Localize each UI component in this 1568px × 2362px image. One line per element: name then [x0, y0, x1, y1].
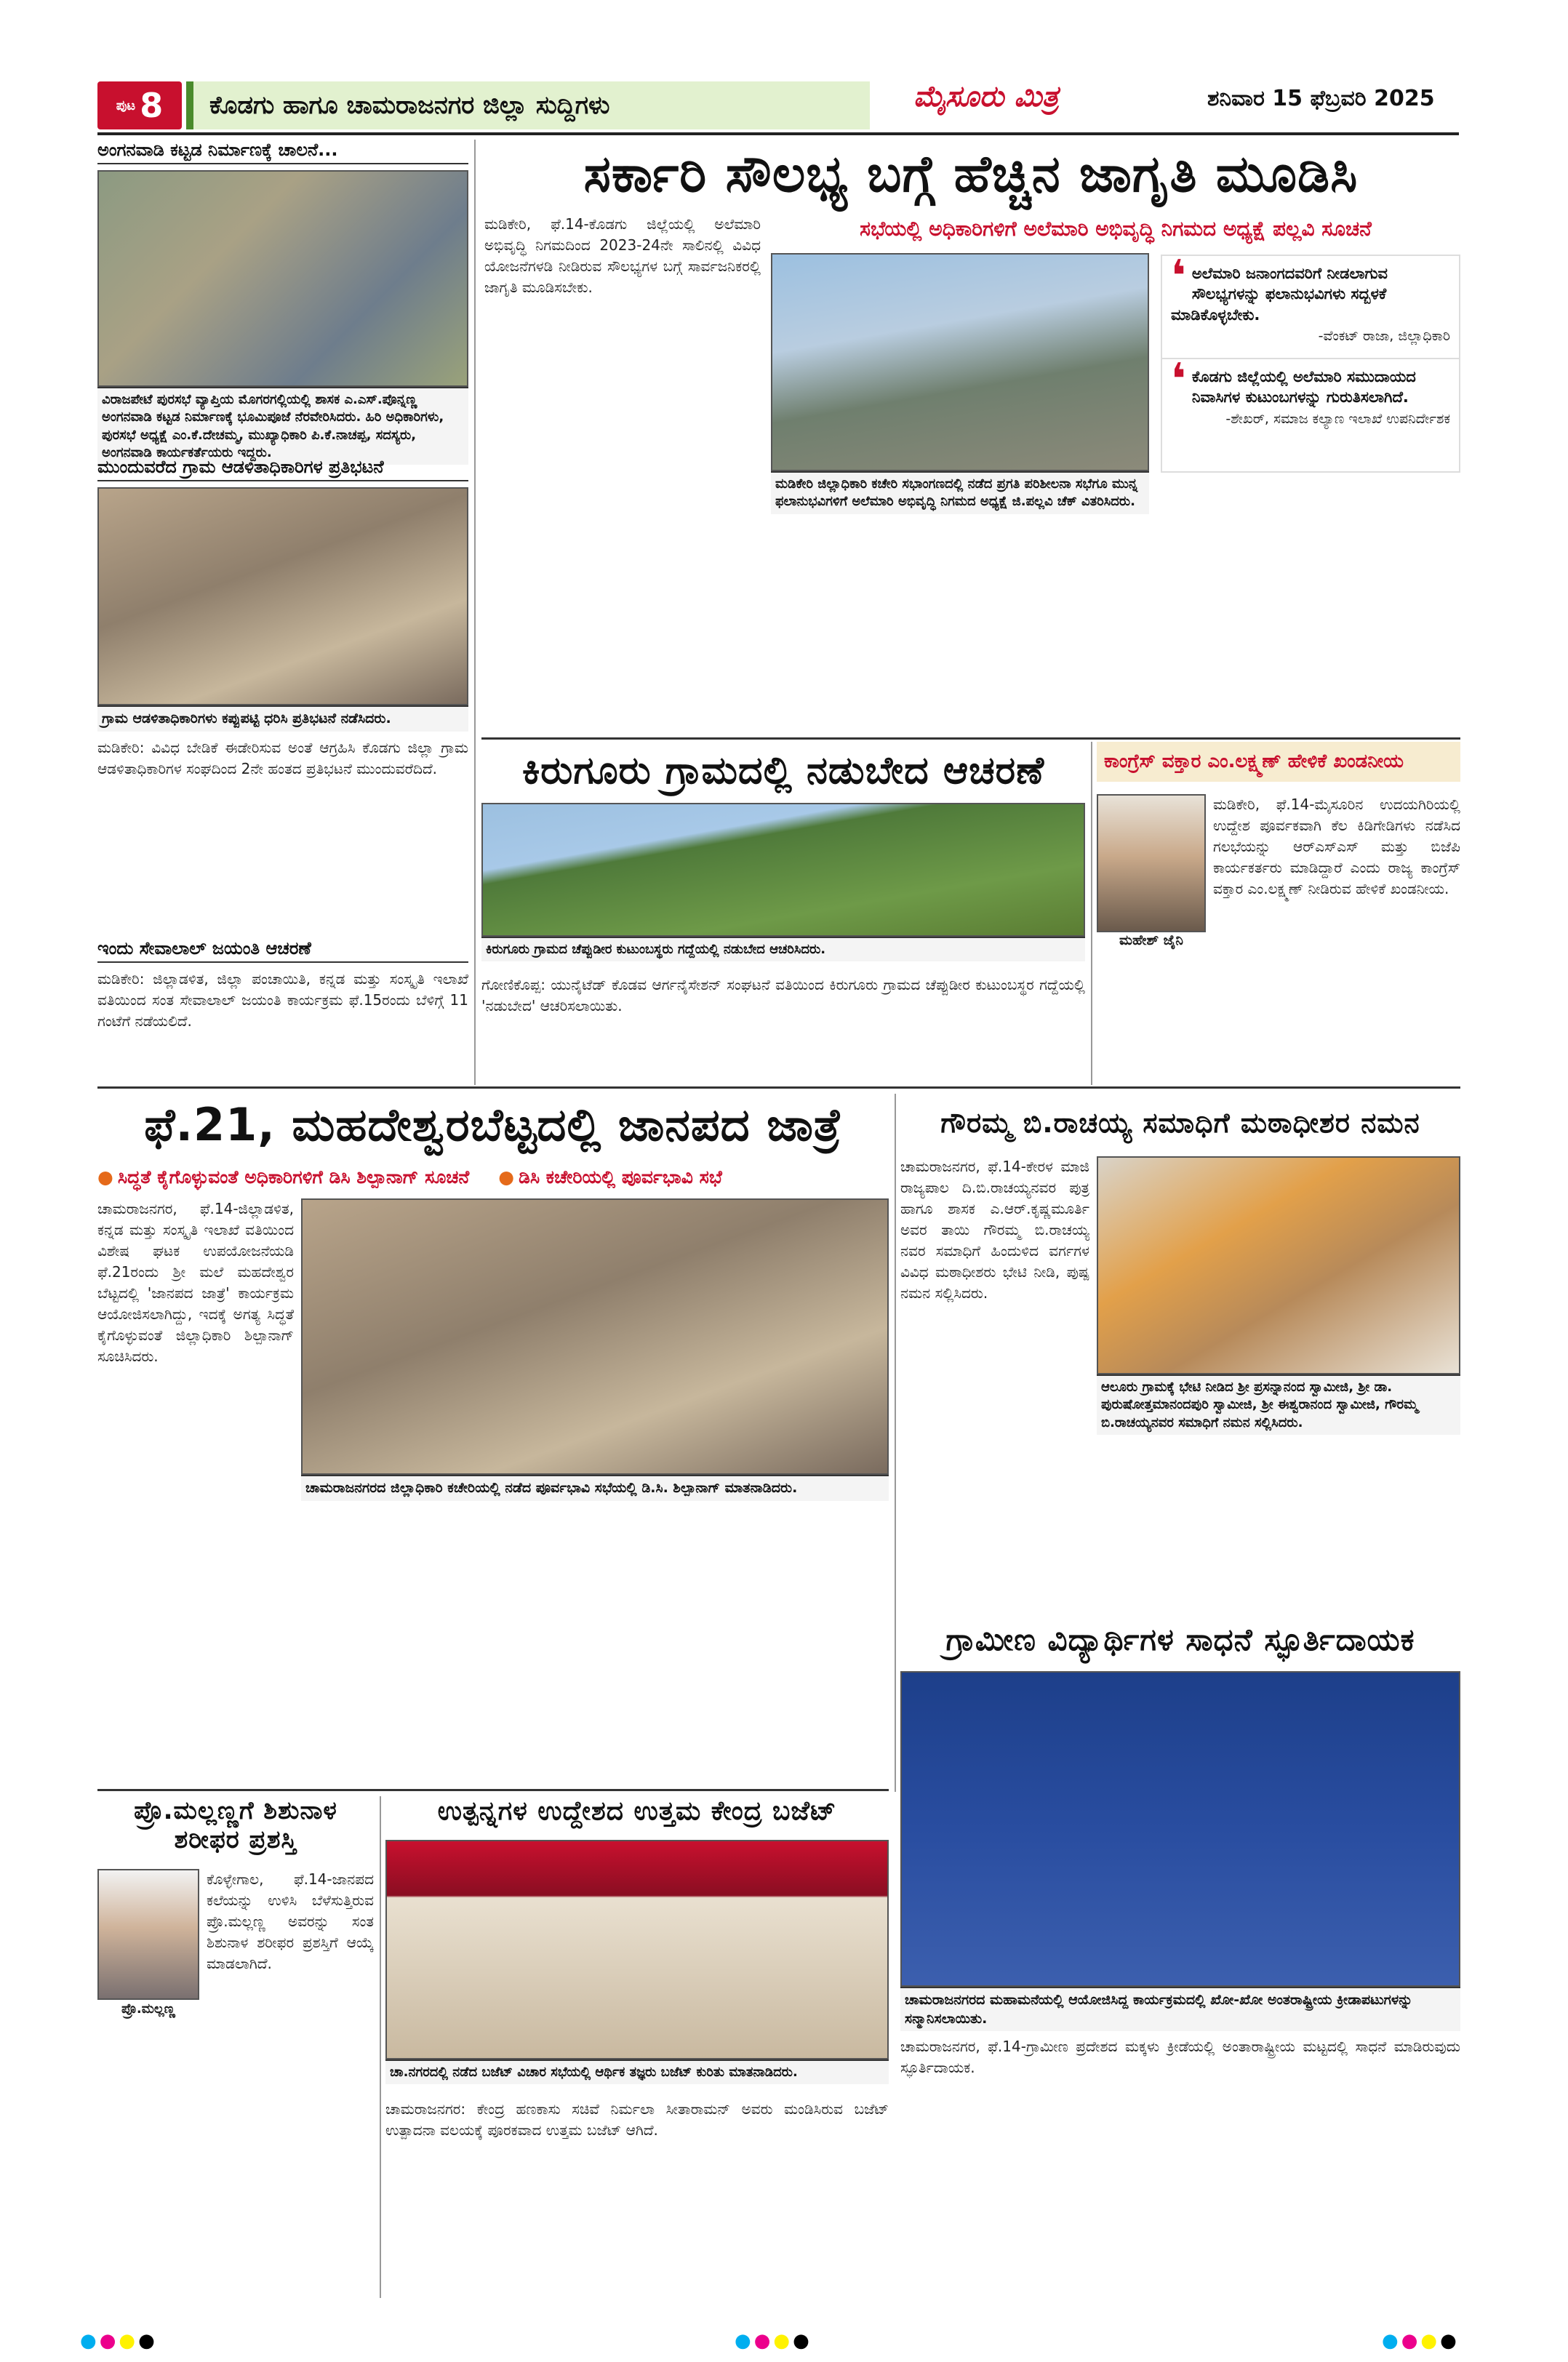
story-kicker: ಮುಂದುವರೆದ ಗ್ರಾಮ ಆಡಳಿತಾಧಿಕಾರಿಗಳ ಪ್ರತಿಭಟನೆ: [97, 457, 468, 481]
quote-text: ಕೊಡಗು ಜಿಲ್ಲೆಯಲ್ಲಿ ಅಲೆಮಾರಿ ಸಮುದಾಯದ ನಿವಾಸಿಗಳ ಕುಟುಂಬಗಳನ್ನು ಗುರುತಿಸಲಾಗಿದೆ.: [1191, 368, 1416, 407]
photo-caption: ಗ್ರಾಮ ಆಡಳಿತಾಧಿಕಾರಿಗಳು ಕಪ್ಪುಪಟ್ಟಿ ಧರಿಸಿ ಪ್ರತಿಭಟನೆ ನಡೆಸಿದರು.: [97, 705, 468, 732]
story-samadhi-headline-box: [900, 1094, 1460, 1152]
quote-icon: ❛: [1171, 251, 1186, 302]
news-photo: [771, 253, 1149, 471]
column-divider: [1091, 742, 1092, 1085]
news-photo: [97, 487, 468, 705]
portrait-name: ಪ್ರೊ.ಮಲ್ಲಣ್ಣ: [121, 2001, 175, 2017]
column-divider: [474, 140, 476, 1085]
story-anganwadi: [97, 140, 468, 465]
portrait-photo: [97, 1869, 199, 2000]
headline: ಗ್ರಾಮೀಣ ವಿದ್ಯಾರ್ಥಿಗಳ ಸಾಧನೆ ಸ್ಫೂರ್ತಿದಾಯಕ: [945, 1622, 1415, 1657]
story-govt-headline-box: [481, 134, 1460, 214]
story-body: ಮಡಿಕೇರಿ, ಫೆ.14-ಕೊಡಗು ಜಿಲ್ಲೆಯಲ್ಲಿ ಅಲೆಮಾರಿ ಅಭಿವೃದ್ಧಿ ನಿಗಮದಿಂದ 2023-24ನೇ ಸಾಲಿನಲ್ಲಿ ವಿವಿಧ ಯೋಜನೆಗಳಡಿ ನೀಡಿರುವ ಸೌಲಭ್ಯಗಳ ಬಗ್ಗೆ ಸಾರ್ವಜನಿಕರಲ್ಲಿ ಜಾಗೃತಿ ಮೂಡಿಸಬೇಕು.: [484, 215, 761, 296]
story-kicker: ಅಂಗನವಾಡಿ ಕಟ್ಟಡ ನಿರ್ಮಾಣಕ್ಕೆ ಚಾಲನೆ...: [97, 140, 468, 164]
column-divider: [895, 1094, 896, 1792]
story-award-headline: [97, 1796, 374, 1854]
story-jatre-headline-box: [97, 1094, 889, 1156]
section-divider: [481, 737, 1460, 740]
subheadline: [771, 217, 1460, 241]
story-body: ಕೊಳ್ಳೇಗಾಲ, ಫೆ.14-ಜಾನಪದ ಕಲೆಯನ್ನು ಉಳಿಸಿ ಬೆಳೆಸುತ್ತಿರುವ ಪ್ರೊ.ಮಲ್ಲಣ್ಣ ಅವರನ್ನು ಸಂತ ಶಿಶುನಾಳ ಶರೀಫರ ಪ್ರಶಸ್ತಿಗೆ ಆಯ್ಕೆ ಮಾಡಲಾಗಿದೆ.: [207, 1870, 374, 1972]
headline: ಗೌರಮ್ಮ ಬಿ.ರಾಚಯ್ಯ ಸಮಾಧಿಗೆ ಮಠಾಧೀಶರ ನಮನ: [940, 1106, 1420, 1139]
quote-attribution: -ವೆಂಕಟ್ ರಾಜಾ, ಜಿಲ್ಲಾಧಿಕಾರಿ: [1318, 328, 1450, 345]
story-body: ಚಾಮರಾಜನಗರ, ಫೆ.14-ಗ್ರಾಮೀಣ ಪ್ರದೇಶದ ಮಕ್ಕಳು ಕ್ರೀಡೆಯಲ್ಲಿ ಅಂತಾರಾಷ್ಟ್ರೀಯ ಮಟ್ಟದಲ್ಲಿ ಸಾಧನೆ ಮಾಡಿರುವುದು ಸ್ಫೂರ್ತಿದಾಯಕ.: [900, 2038, 1460, 2076]
news-photo: [97, 170, 468, 387]
photo-caption: ಚಾ.ನಗರದಲ್ಲಿ ನಡೆದ ಬಜೆಟ್ ವಿಚಾರ ಸಭೆಯಲ್ಲಿ ಆರ್ಥಿಕ ತಜ್ಞರು ಬಜೆಟ್ ಕುರಿತು ಮಾತನಾಡಿದರು.: [385, 2059, 889, 2084]
section-divider: [97, 1789, 889, 1791]
story-kicker: ಇಂದು ಸೇವಾಲಾಲ್ ಜಯಂತಿ ಆಚರಣೆ: [97, 938, 468, 963]
page-number-badge: [97, 81, 182, 129]
portrait-name: ಮಹೇಶ್ ಜೈನಿ: [1119, 932, 1183, 948]
issue-date: ಶನಿವಾರ 15 ಫೆಬ್ರವರಿ 2025: [1207, 86, 1435, 111]
print-registration-marks: ●●●●: [735, 2330, 812, 2352]
story-budget-headline-box: [385, 1796, 889, 1827]
headline: ಕಿರುಗೂರು ಗ್ರಾಮದಲ್ಲಿ ನಡುಬೇದ ಆಚರಣೆ: [521, 748, 1045, 793]
story-body: ಗೋಣಿಕೊಪ್ಪ: ಯುನೈಟೆಡ್ ಕೊಡವ ಆರ್ಗನೈಸೇಶನ್ ಸಂಘಟನೆ ವತಿಯಿಂದ ಕಿರುಗೂರು ಗ್ರಾಮದ ಚೆಪ್ಪುಡೀರ ಕುಟುಂಬಸ್ಥರ ಗದ್ದೆಯಲ್ಲಿ 'ನಡುಬೇದ' ಆಚರಿಸಲಾಯಿತು.: [481, 976, 1085, 1014]
story-body: ಮಡಿಕೇರಿ: ವಿವಿಧ ಬೇಡಿಕೆ ಈಡೇರಿಸುವ ಅಂತೆ ಆಗ್ರಹಿಸಿ ಕೊಡಗು ಜಿಲ್ಲಾ ಗ್ರಾಮ ಆಡಳಿತಾಧಿಕಾರಿಗಳ ಸಂಘದಿಂದ 2ನೇ ಹಂತದ ಪ್ರತಿಭಟನೆ ಮುಂದುವರೆದಿದೆ.: [97, 738, 468, 777]
photo-caption: ಆಲೂರು ಗ್ರಾಮಕ್ಕೆ ಭೇಟಿ ನೀಡಿದ ಶ್ರೀ ಪ್ರಸನ್ನಾನಂದ ಸ್ವಾಮೀಜಿ, ಶ್ರೀ ಡಾ. ಪುರುಷೋತ್ತಮಾನಂದಪುರಿ ಸ್ವಾಮೀಜಿ, ಶ್ರೀ ಈಶ್ವರಾನಂದ ಸ್ವಾಮೀಜಿ, ಗೌರಮ್ಮ ಬಿ.ರಾಚಯ್ಯನವರ ಸಮಾಧಿಗೆ ನಮನ ಸಲ್ಲಿಸಿದರು.: [1097, 1374, 1460, 1435]
section-divider: [97, 1086, 1460, 1089]
story-jatre-subheads: [97, 1166, 889, 1188]
page-label: ಪುಟ: [116, 97, 136, 113]
photo-caption: ವಿರಾಜಪೇಟೆ ಪುರಸಭೆ ವ್ಯಾಪ್ತಿಯ ಮೊಗರಗಲ್ಲಿಯಲ್ಲಿ ಶಾಸಕ ಎ.ಎಸ್.ಪೊನ್ನಣ್ಣ ಅಂಗನವಾಡಿ ಕಟ್ಟಡ ನಿರ್ಮಾಣಕ್ಕೆ ಭೂಮಿಪೂಜೆ ನೆರವೇರಿಸಿದರು. ಹಿರಿ ಅಧಿಕಾರಿಗಳು, ಪುರಸಭೆ ಅಧ್ಯಕ್ಷೆ ಎಂ.ಕೆ.ದೇಚಮ್ಮ, ಮುಖ್ಯಾಧಿಕಾರಿ ಪಿ.ಕೆ.ನಾಚಪ್ಪ, ಸದಸ್ಯರು, ಅಂಗನವಾಡಿ ಕಾರ್ಯಕರ್ತೆಯರು ಇದ್ದರು.: [97, 387, 468, 465]
newspaper-logo: ಮೈಸೂರು ಮಿತ್ರ: [913, 80, 1059, 113]
news-photo: [1097, 1156, 1460, 1374]
print-registration-marks: ●●●●: [1382, 2330, 1460, 2352]
story-congress-headline: ಕಾಂಗ್ರೆಸ್ ವಕ್ತಾರ ಎಂ.ಲಕ್ಷ್ಮಣ್ ಹೇಳಿಕೆ ಖಂಡನೀಯ: [1097, 742, 1460, 782]
news-photo: [385, 1840, 889, 2059]
subheadline-text: ಸಭೆಯಲ್ಲಿ ಅಧಿಕಾರಿಗಳಿಗೆ ಅಲೆಮಾರಿ ಅಭಿವೃದ್ಧಿ ನಿಗಮದ ಅಧ್ಯಕ್ಷೆ ಪಲ್ಲವಿ ಸೂಚನೆ: [860, 217, 1372, 241]
story-body: ಚಾಮರಾಜನಗರ, ಫೆ.14-ಜಿಲ್ಲಾಡಳಿತ, ಕನ್ನಡ ಮತ್ತು ಸಂಸ್ಕೃತಿ ಇಲಾಖೆ ವತಿಯಿಂದ ವಿಶೇಷ ಘಟಕ ಉಪಯೋಜನೆಯಡಿ ಫೆ.21ರಂದು ಶ್ರೀ ಮಲೆ ಮಹದೇಶ್ವರ ಬೆಟ್ಟದಲ್ಲಿ 'ಜಾನಪದ ಜಾತ್ರೆ' ಕಾರ್ಯಕ್ರಮ ಆಯೋಜಿಸಲಾಗಿದ್ದು, ಇದಕ್ಕೆ ಅಗತ್ಯ ಸಿದ್ಧತೆ ಕೈಗೊಳ್ಳುವಂತೆ ಜಿಲ್ಲಾಧಿಕಾರಿ ಶಿಲ್ಪಾನಾಗ್ ಸೂಚಿಸಿದರು.: [97, 1200, 294, 1365]
subhead-bullet: ● ಡಿಸಿ ಕಚೇರಿಯಲ್ಲಿ ಪೂರ್ವಭಾವಿ ಸಭೆ: [498, 1166, 722, 1188]
photo-caption: ಚಾಮರಾಜನಗರದ ಮಹಾಮನೆಯಲ್ಲಿ ಆಯೋಜಿಸಿದ್ದ ಕಾರ್ಯಕ್ರಮದಲ್ಲಿ ಖೋ-ಖೋ ಅಂತರಾಷ್ಟ್ರೀಯ ಕ್ರೀಡಾಪಟುಗಳನ್ನು ಸನ್ಮಾನಿಸಲಾಯಿತು.: [900, 1987, 1460, 2031]
headline: ಫೆ.21, ಮಹದೇಶ್ವರಬೆಟ್ಟದಲ್ಲಿ ಜಾನಪದ ಜಾತ್ರೆ: [144, 1098, 842, 1151]
photo-caption: ಮಡಿಕೇರಿ ಜಿಲ್ಲಾಧಿಕಾರಿ ಕಚೇರಿ ಸಭಾಂಗಣದಲ್ಲಿ ನಡೆದ ಪ್ರಗತಿ ಪರಿಶೀಲನಾ ಸಭೆಗೂ ಮುನ್ನ ಫಲಾನುಭವಿಗಳಿಗೆ ಅಲೆಮಾರಿ ಅಭಿವೃದ್ಧಿ ನಿಗಮದ ಅಧ್ಯಕ್ಷೆ ಜಿ.ಪಲ್ಲವಿ ಚೆಕ್ ವಿತರಿಸಿದರು.: [771, 471, 1149, 514]
quote-attribution: -ಶೇಖರ್, ಸಮಾಜ ಕಲ್ಯಾಣ ಇಲಾಖೆ ಉಪನಿರ್ದೇಶಕ: [1225, 410, 1450, 427]
subhead-bullet: ● ಸಿದ್ಧತೆ ಕೈಗೊಳ್ಳುವಂತೆ ಅಧಿಕಾರಿಗಳಿಗೆ ಡಿಸಿ ಶಿಲ್ಪಾನಾಗ್ ಸೂಚನೆ: [97, 1166, 469, 1188]
section-title: ಕೊಡಗು ಹಾಗೂ ಚಾಮರಾಜನಗರ ಜಿಲ್ಲಾ ಸುದ್ದಿಗಳು: [186, 81, 870, 129]
story-village-officers: [97, 457, 468, 890]
story-kiruguru-headline-box: [481, 742, 1085, 800]
story-students-headline-box: [900, 1614, 1460, 1665]
print-registration-marks: ●●●●: [80, 2330, 158, 2352]
news-photo: [900, 1671, 1460, 1987]
story-body: ಚಾಮರಾಜನಗರ, ಫೆ.14-ಕೇರಳ ಮಾಜಿ ರಾಜ್ಯಪಾಲ ದಿ.ಬಿ.ರಾಚಯ್ಯನವರ ಪುತ್ರ ಹಾಗೂ ಶಾಸಕ ಎ.ಆರ್.ಕೃಷ್ಣಮೂರ್ತಿ ಅವರ ತಾಯಿ ಗೌರಮ್ಮ ಬಿ.ರಾಚಯ್ಯ ನವರ ಸಮಾಧಿಗೆ ಹಿಂದುಳಿದ ವರ್ಗಗಳ ವಿವಿಧ ಮಠಾಧೀಶರು ಭೇಟಿ ನೀಡಿ, ಪುಷ್ಪ ನಮನ ಸಲ್ಲಿಸಿದರು.: [900, 1158, 1089, 1302]
photo-caption: ಚಾಮರಾಜನಗರದ ಜಿಲ್ಲಾಧಿಕಾರಿ ಕಚೇರಿಯಲ್ಲಿ ನಡೆದ ಪೂರ್ವಭಾವಿ ಸಭೆಯಲ್ಲಿ ಡಿ.ಸಿ. ಶಿಲ್ಪಾನಾಗ್ ಮಾತನಾಡಿದರು.: [301, 1475, 889, 1501]
headline: ಸರ್ಕಾರಿ ಸೌಲಭ್ಯ ಬಗ್ಗೆ ಹೆಚ್ಚಿನ ಜಾಗೃತಿ ಮೂಡಿಸಿ: [583, 143, 1359, 204]
story-body: ಚಾಮರಾಜನಗರ: ಕೇಂದ್ರ ಹಣಕಾಸು ಸಚಿವೆ ನಿರ್ಮಲಾ ಸೀತಾರಾಮನ್ ಅವರು ಮಂಡಿಸಿರುವ ಬಜೆಟ್ ಉತ್ಪಾದನಾ ವಲಯಕ್ಕೆ ಪೂರಕವಾದ ಉತ್ತಮ ಬಜೆಟ್ ಆಗಿದೆ.: [385, 2100, 889, 2139]
quote-icon: ❛: [1171, 354, 1186, 405]
quote-box-2: [1161, 354, 1460, 473]
story-sevalal: [97, 938, 468, 1103]
story-body: ಮಡಿಕೇರಿ, ಫೆ.14-ಮೈಸೂರಿನ ಉದಯಗಿರಿಯಲ್ಲಿ ಉದ್ದೇಶ ಪೂರ್ವಕವಾಗಿ ಕೆಲ ಕಿಡಿಗೇಡಿಗಳು ನಡೆಸಿದ ಗಲಭೆಯನ್ನು ಆರ್‌ಎಸ್‌ಎಸ್ ಮತ್ತು ಬಿಜೆಪಿ ಕಾರ್ಯಕರ್ತರು ಮಾಡಿದ್ದಾರೆ ಎಂದು ರಾಜ್ಯ ಕಾಂಗ್ರೆಸ್ ವಕ್ತಾರ ಎಂ.ಲಕ್ಷ್ಮಣ್ ನೀಡಿರುವ ಹೇಳಿಕೆ ಖಂಡನೀಯ.: [1213, 796, 1460, 897]
headline-line-1: ಪ್ರೊ.ಮಲ್ಲಣ್ಣಗೆ ಶಿಶುನಾಳ: [134, 1796, 337, 1825]
news-photo: [481, 803, 1085, 937]
headline: ಉತ್ಪನ್ನಗಳ ಉದ್ದೇಶದ ಉತ್ತಮ ಕೇಂದ್ರ ಬಜೆಟ್: [437, 1796, 837, 1826]
page-number: 8: [140, 86, 164, 125]
story-body: ಮಡಿಕೇರಿ: ಜಿಲ್ಲಾಡಳಿತ, ಜಿಲ್ಲಾ ಪಂಚಾಯಿತಿ, ಕನ್ನಡ ಮತ್ತು ಸಂಸ್ಕೃತಿ ಇಲಾಖೆ ವತಿಯಿಂದ ಸಂತ ಸೇವಾಲಾಲ್ ಜಯಂತಿ ಕಾರ್ಯಕ್ರಮ ಫೆ.15ರಂದು ಬೆಳಿಗ್ಗೆ 11 ಗಂಟೆಗೆ ನಡೆಯಲಿದೆ.: [97, 970, 468, 1030]
column-divider: [380, 1796, 381, 2298]
quote-box-1: [1161, 251, 1460, 369]
portrait-photo: [1097, 794, 1206, 932]
quote-text: ಅಲೆಮಾರಿ ಜನಾಂಗದವರಿಗೆ ನೀಡಲಾಗುವ ಸೌಲಭ್ಯಗಳನ್ನು ಫಲಾನುಭವಿಗಳು ಸದ್ಬಳಕೆ ಮಾಡಿಕೊಳ್ಳಬೇಕು.: [1171, 265, 1388, 324]
news-photo: [301, 1198, 889, 1475]
photo-caption: ಕಿರುಗೂರು ಗ್ರಾಮದ ಚೆಪ್ಪುಡೀರ ಕುಟುಂಬಸ್ಥರು ಗದ್ದೆಯಲ್ಲಿ ನಡುಬೇದ ಆಚರಿಸಿದರು.: [481, 937, 1085, 961]
headline-line-2: ಶರೀಫರ ಪ್ರಶಸ್ತಿ: [174, 1825, 297, 1854]
